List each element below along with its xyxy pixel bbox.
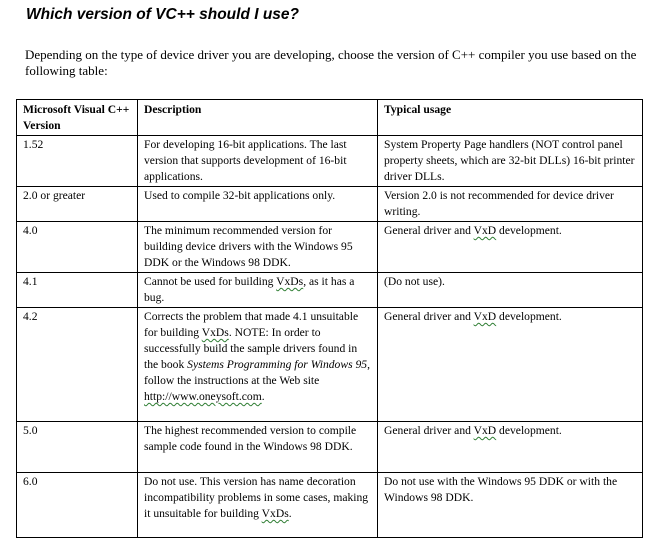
usage-text: development. <box>496 224 562 237</box>
vxds-term: VxDs <box>201 326 229 339</box>
table-row <box>17 222 643 273</box>
usage-text: development. <box>496 310 562 323</box>
cell-description <box>138 273 378 308</box>
cell-version: 4.2 <box>17 308 138 422</box>
description-text: . <box>288 507 292 520</box>
description-text: Cannot be used for building <box>144 275 277 288</box>
usage-text: General driver and <box>384 424 474 437</box>
table-row <box>17 473 643 538</box>
description-text: . NOTE: In order to successfully build the sample drivers found in the book <box>144 326 358 371</box>
cell-description: For developing 16-bit applications. The last version that supports development of 16-bit applications. <box>138 136 378 187</box>
book-title: Systems Programming for Windows 95 <box>187 358 368 371</box>
header-description: Description <box>138 100 378 136</box>
table-row <box>17 273 643 308</box>
cell-usage <box>378 308 643 422</box>
description-text: Do not use. This version has name decoration incompatibility problems in some cases, making it unsuitable for building <box>144 475 369 520</box>
cell-description: The highest recommended version to compile sample code found in the Windows 98 DDK. <box>138 422 378 473</box>
cell-version: 4.0 <box>17 222 138 273</box>
usage-text: development. <box>496 424 562 437</box>
usage-text: General driver and <box>384 224 474 237</box>
description-text: , as it has a bug. <box>144 275 355 304</box>
vxds-term: VxDs <box>276 275 304 288</box>
vxd-term: VxD <box>473 310 497 323</box>
vxd-term: VxD <box>473 224 497 237</box>
cell-version: 6.0 <box>17 473 138 538</box>
table-row <box>17 187 643 222</box>
website-link[interactable]: http://www.oneysoft.com <box>144 390 262 403</box>
cell-version: 1.52 <box>17 136 138 187</box>
cell-version: 5.0 <box>17 422 138 473</box>
page-title: Which version of VC++ should I use? <box>26 6 300 23</box>
intro-paragraph: Depending on the type of device driver you are developing, choose the version of C++ compiler you use based on the following table: <box>25 47 637 78</box>
header-usage: Typical usage <box>378 100 643 136</box>
cell-usage: System Property Page handlers (NOT control panel property sheets, which are 32-bit DLLs) 16-bit printer driver DLLs. <box>378 136 643 187</box>
cell-usage: Do not use with the Windows 95 DDK or with the Windows 98 DDK. <box>378 473 643 538</box>
cell-description <box>138 473 378 538</box>
vxds-term: VxDs <box>261 507 289 520</box>
cell-description: The minimum recommended version for building device drivers with the Windows 95 DDK or the Windows 98 DDK. <box>138 222 378 273</box>
header-version: Microsoft Visual C++ Version <box>17 100 138 136</box>
cell-usage: Version 2.0 is not recommended for device driver writing. <box>378 187 643 222</box>
version-table <box>16 99 643 538</box>
cell-description: Used to compile 32-bit applications only. <box>138 187 378 222</box>
table-row <box>17 308 643 422</box>
cell-usage <box>378 422 643 473</box>
description-text: , follow the instructions at the Web site <box>144 358 370 387</box>
description-text: Corrects the problem that made 4.1 unsuitable for building <box>144 310 359 339</box>
usage-text: General driver and <box>384 310 474 323</box>
cell-description <box>138 308 378 422</box>
cell-usage: (Do not use). <box>378 273 643 308</box>
cell-version: 4.1 <box>17 273 138 308</box>
table-row <box>17 136 643 187</box>
table-row <box>17 422 643 473</box>
vxd-term: VxD <box>473 424 497 437</box>
cell-usage <box>378 222 643 273</box>
description-text: . <box>261 390 265 403</box>
cell-version: 2.0 or greater <box>17 187 138 222</box>
table-header-row <box>17 100 643 136</box>
